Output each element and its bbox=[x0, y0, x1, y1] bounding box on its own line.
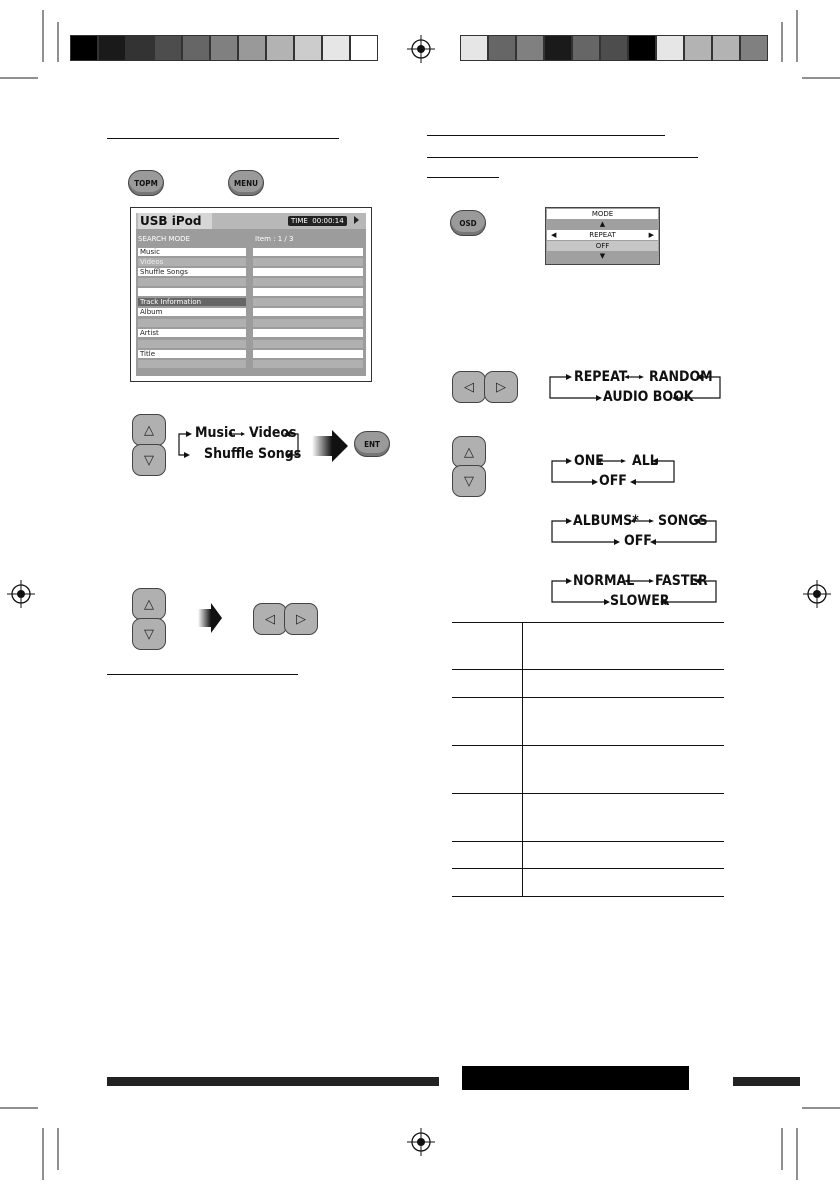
heading-rule bbox=[107, 138, 339, 139]
screen-title-bar bbox=[136, 213, 366, 229]
up-triangle-icon: △ bbox=[144, 596, 154, 612]
list-item bbox=[253, 329, 363, 337]
down-button[interactable] bbox=[132, 618, 166, 650]
list-item bbox=[253, 278, 363, 286]
table-rule bbox=[452, 793, 724, 794]
cycle-audio-book: AUDIO BOOK bbox=[603, 389, 694, 405]
list-item bbox=[253, 248, 363, 256]
registration-mark-icon bbox=[803, 580, 831, 608]
empty-row bbox=[138, 319, 246, 327]
left-triangle-icon: ◀ bbox=[551, 231, 557, 239]
left-button[interactable] bbox=[452, 371, 486, 403]
screen-title: USB iPod bbox=[138, 213, 212, 229]
up-triangle-icon: △ bbox=[144, 422, 154, 438]
track-info-label: Track Information bbox=[138, 298, 246, 306]
osd-up-indicator bbox=[547, 219, 658, 229]
registration-mark-icon bbox=[407, 1128, 435, 1156]
down-button[interactable] bbox=[132, 444, 166, 476]
table-rule bbox=[452, 841, 724, 842]
heading-rule bbox=[427, 135, 665, 136]
list-item bbox=[253, 268, 363, 276]
cycle-slower: SLOWER bbox=[610, 593, 670, 609]
down-triangle-icon: ▼ bbox=[599, 252, 606, 260]
osd-value-row[interactable] bbox=[547, 230, 658, 240]
cycle-videos: Videos bbox=[249, 425, 297, 441]
registration-mark-icon bbox=[7, 580, 35, 608]
field-album: Album bbox=[138, 308, 246, 316]
field-artist: Artist bbox=[138, 329, 246, 337]
up-button[interactable] bbox=[132, 414, 166, 446]
registration-mark-icon bbox=[407, 35, 435, 63]
topm-button[interactable]: TOPM bbox=[128, 170, 164, 196]
table-rule bbox=[452, 745, 724, 746]
table-rule bbox=[452, 868, 724, 869]
cycle-songs: SONGS bbox=[658, 513, 708, 529]
time-display: TIME 00:00:14 bbox=[288, 216, 347, 226]
down-triangle-icon: ▽ bbox=[464, 473, 474, 489]
item-count: Item : 1 / 3 bbox=[255, 235, 294, 243]
osd-value: REPEAT bbox=[589, 231, 616, 239]
field-title: Title bbox=[138, 350, 246, 358]
cycle-albums: ALBUMS* bbox=[573, 513, 639, 529]
left-triangle-icon: ◁ bbox=[265, 611, 275, 627]
footer-bar bbox=[107, 1077, 439, 1086]
down-triangle-icon: ▽ bbox=[144, 626, 154, 642]
up-button[interactable] bbox=[452, 436, 486, 468]
cycle-normal: NORMAL bbox=[573, 573, 635, 589]
osd-title: MODE bbox=[547, 209, 658, 219]
list-item bbox=[253, 319, 363, 327]
table-rule bbox=[452, 669, 724, 670]
right-triangle-icon: ▷ bbox=[296, 611, 306, 627]
mode-shuffle-songs[interactable]: Shuffle Songs bbox=[138, 268, 246, 276]
heading-rule bbox=[427, 157, 698, 158]
empty-row bbox=[138, 360, 246, 368]
flow-arrow-icon bbox=[198, 603, 222, 633]
list-item bbox=[253, 258, 363, 266]
osd-down-indicator bbox=[547, 251, 658, 261]
down-triangle-icon: ▽ bbox=[144, 452, 154, 468]
mode-videos[interactable]: Videos bbox=[138, 258, 246, 266]
cycle-off: OFF bbox=[624, 533, 652, 549]
play-icon bbox=[354, 216, 359, 224]
right-button[interactable] bbox=[484, 371, 518, 403]
flow-arrow-icon bbox=[312, 430, 348, 462]
osd-sub: OFF bbox=[547, 241, 658, 251]
menu-button[interactable]: MENU bbox=[228, 170, 264, 196]
cycle-music: Music bbox=[195, 425, 236, 441]
osd-mode-menu bbox=[545, 207, 660, 265]
up-triangle-icon: △ bbox=[464, 444, 474, 460]
list-item bbox=[253, 298, 363, 306]
list-item bbox=[253, 350, 363, 358]
table-rule bbox=[452, 697, 724, 698]
list-item bbox=[253, 288, 363, 296]
cycle-repeat: REPEAT bbox=[574, 369, 628, 385]
table-rule bbox=[452, 622, 724, 623]
empty-row bbox=[138, 340, 246, 348]
footer-page-tab bbox=[462, 1066, 689, 1090]
heading-rule bbox=[107, 674, 298, 675]
cycle-one: ONE bbox=[574, 453, 604, 469]
cycle-faster: FASTER bbox=[655, 573, 708, 589]
up-button[interactable] bbox=[132, 588, 166, 620]
cycle-shuffle-songs: Shuffle Songs bbox=[204, 446, 302, 462]
left-button[interactable] bbox=[253, 603, 287, 635]
osd-button[interactable]: OSD bbox=[450, 210, 486, 236]
empty-row bbox=[138, 278, 246, 286]
empty-row bbox=[138, 288, 246, 296]
list-item bbox=[253, 360, 363, 368]
up-triangle-icon: ▲ bbox=[599, 220, 606, 228]
table-divider bbox=[522, 622, 523, 896]
right-button[interactable] bbox=[284, 603, 318, 635]
left-triangle-icon: ◁ bbox=[464, 379, 474, 395]
right-triangle-icon: ▶ bbox=[648, 231, 654, 239]
search-mode-label: SEARCH MODE bbox=[138, 235, 190, 243]
list-item bbox=[253, 340, 363, 348]
mode-music[interactable]: Music bbox=[138, 248, 246, 256]
down-button[interactable] bbox=[452, 465, 486, 497]
ent-button[interactable]: ENT bbox=[354, 431, 390, 457]
cycle-all: ALL bbox=[632, 453, 658, 469]
cycle-off: OFF bbox=[599, 473, 627, 489]
table-rule bbox=[452, 896, 724, 897]
footer-bar bbox=[733, 1077, 800, 1086]
list-item bbox=[253, 308, 363, 316]
ipod-screen bbox=[130, 207, 372, 382]
cycle-random: RANDOM bbox=[649, 369, 713, 385]
right-triangle-icon: ▷ bbox=[496, 379, 506, 395]
heading-rule bbox=[427, 177, 499, 178]
